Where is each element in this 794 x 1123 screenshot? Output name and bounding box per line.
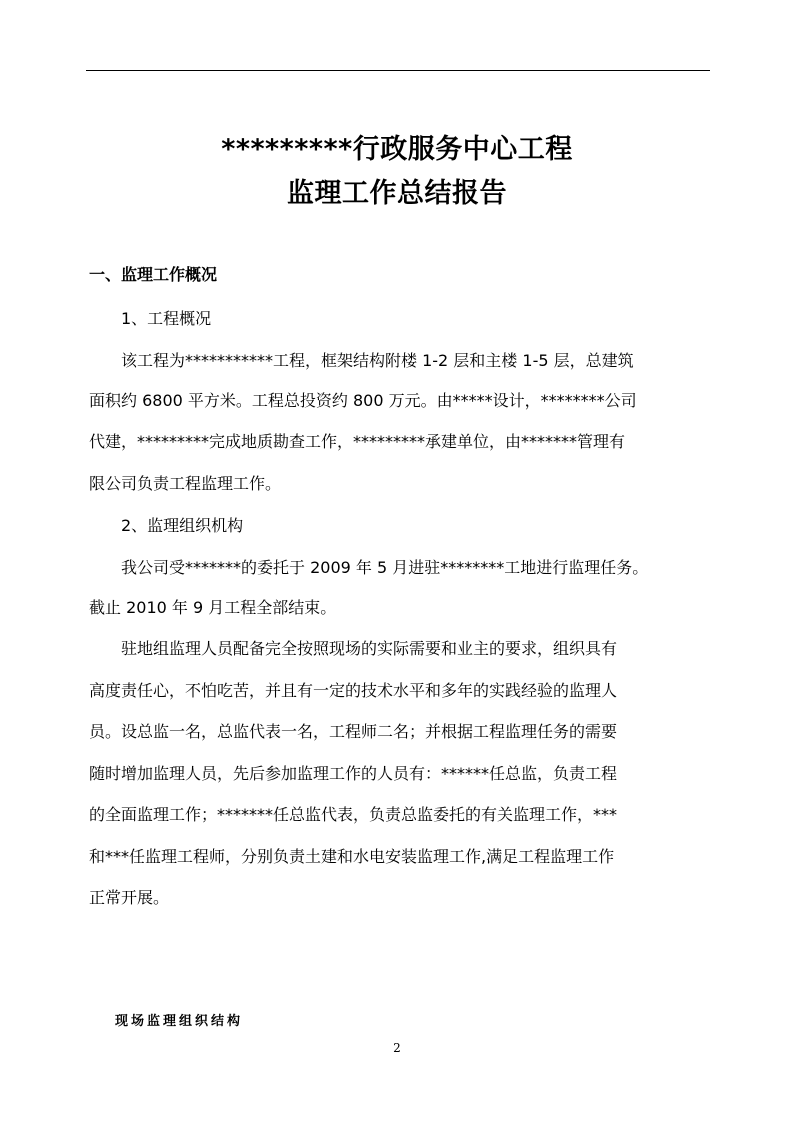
paragraph-line: 驻地组监理人员配备完全按照现场的实际需要和业主的要求，组织具有	[121, 639, 618, 658]
paragraph-line: 代建，*********完成地质勘查工作，*********承建单位，由*******管理有	[89, 432, 626, 451]
paragraph-line: 正常开展。	[89, 888, 170, 907]
page-number: 2	[393, 1041, 401, 1055]
paragraph-line: 的全面监理工作；*******任总监代表，负责总监委托的有关监理工作，***	[89, 805, 618, 824]
paragraph-line: 该工程为***********工程，框架结构附楼 1-2 层和主楼 1-5 层，总建筑	[121, 351, 634, 370]
paragraph-line: 高度责任心，不怕吃苦，并且有一定的技术水平和多年的实践经验的监理人	[89, 681, 618, 700]
paragraph-line: 员。设总监一名，总监代表一名，工程师二名；并根据工程监理任务的需要	[89, 722, 618, 741]
paragraph-line: 面积约 6800 平方米。工程总投资约 800 万元。由*****设计，********公司	[89, 391, 637, 410]
header-rule	[86, 70, 710, 71]
diagram-caption: 现场监理组织结构	[115, 1014, 244, 1029]
section-heading: 一、监理工作概况	[89, 265, 218, 284]
document-title-line-2: 监理工作总结报告	[287, 178, 507, 209]
paragraph-line: 我公司受*******的委托于 2009 年 5 月进驻********工地进行监理任务。	[121, 558, 649, 577]
paragraph-line: 和***任监理工程师，分别负责土建和水电安装监理工作,满足工程监理工作	[89, 847, 615, 866]
document-title-line-1: *********行政服务中心工程	[221, 134, 573, 165]
paragraph-line: 截止 2010 年 9 月工程全部结束。	[89, 598, 337, 617]
paragraph-line: 随时增加监理人员，先后参加监理工作的人员有：******任总监，负责工程	[89, 764, 618, 783]
subsection-heading-project-overview: 1、工程概况	[121, 309, 212, 328]
subsection-heading-organization: 2、监理组织机构	[121, 516, 244, 535]
paragraph-line: 限公司负责工程监理工作。	[89, 474, 282, 493]
